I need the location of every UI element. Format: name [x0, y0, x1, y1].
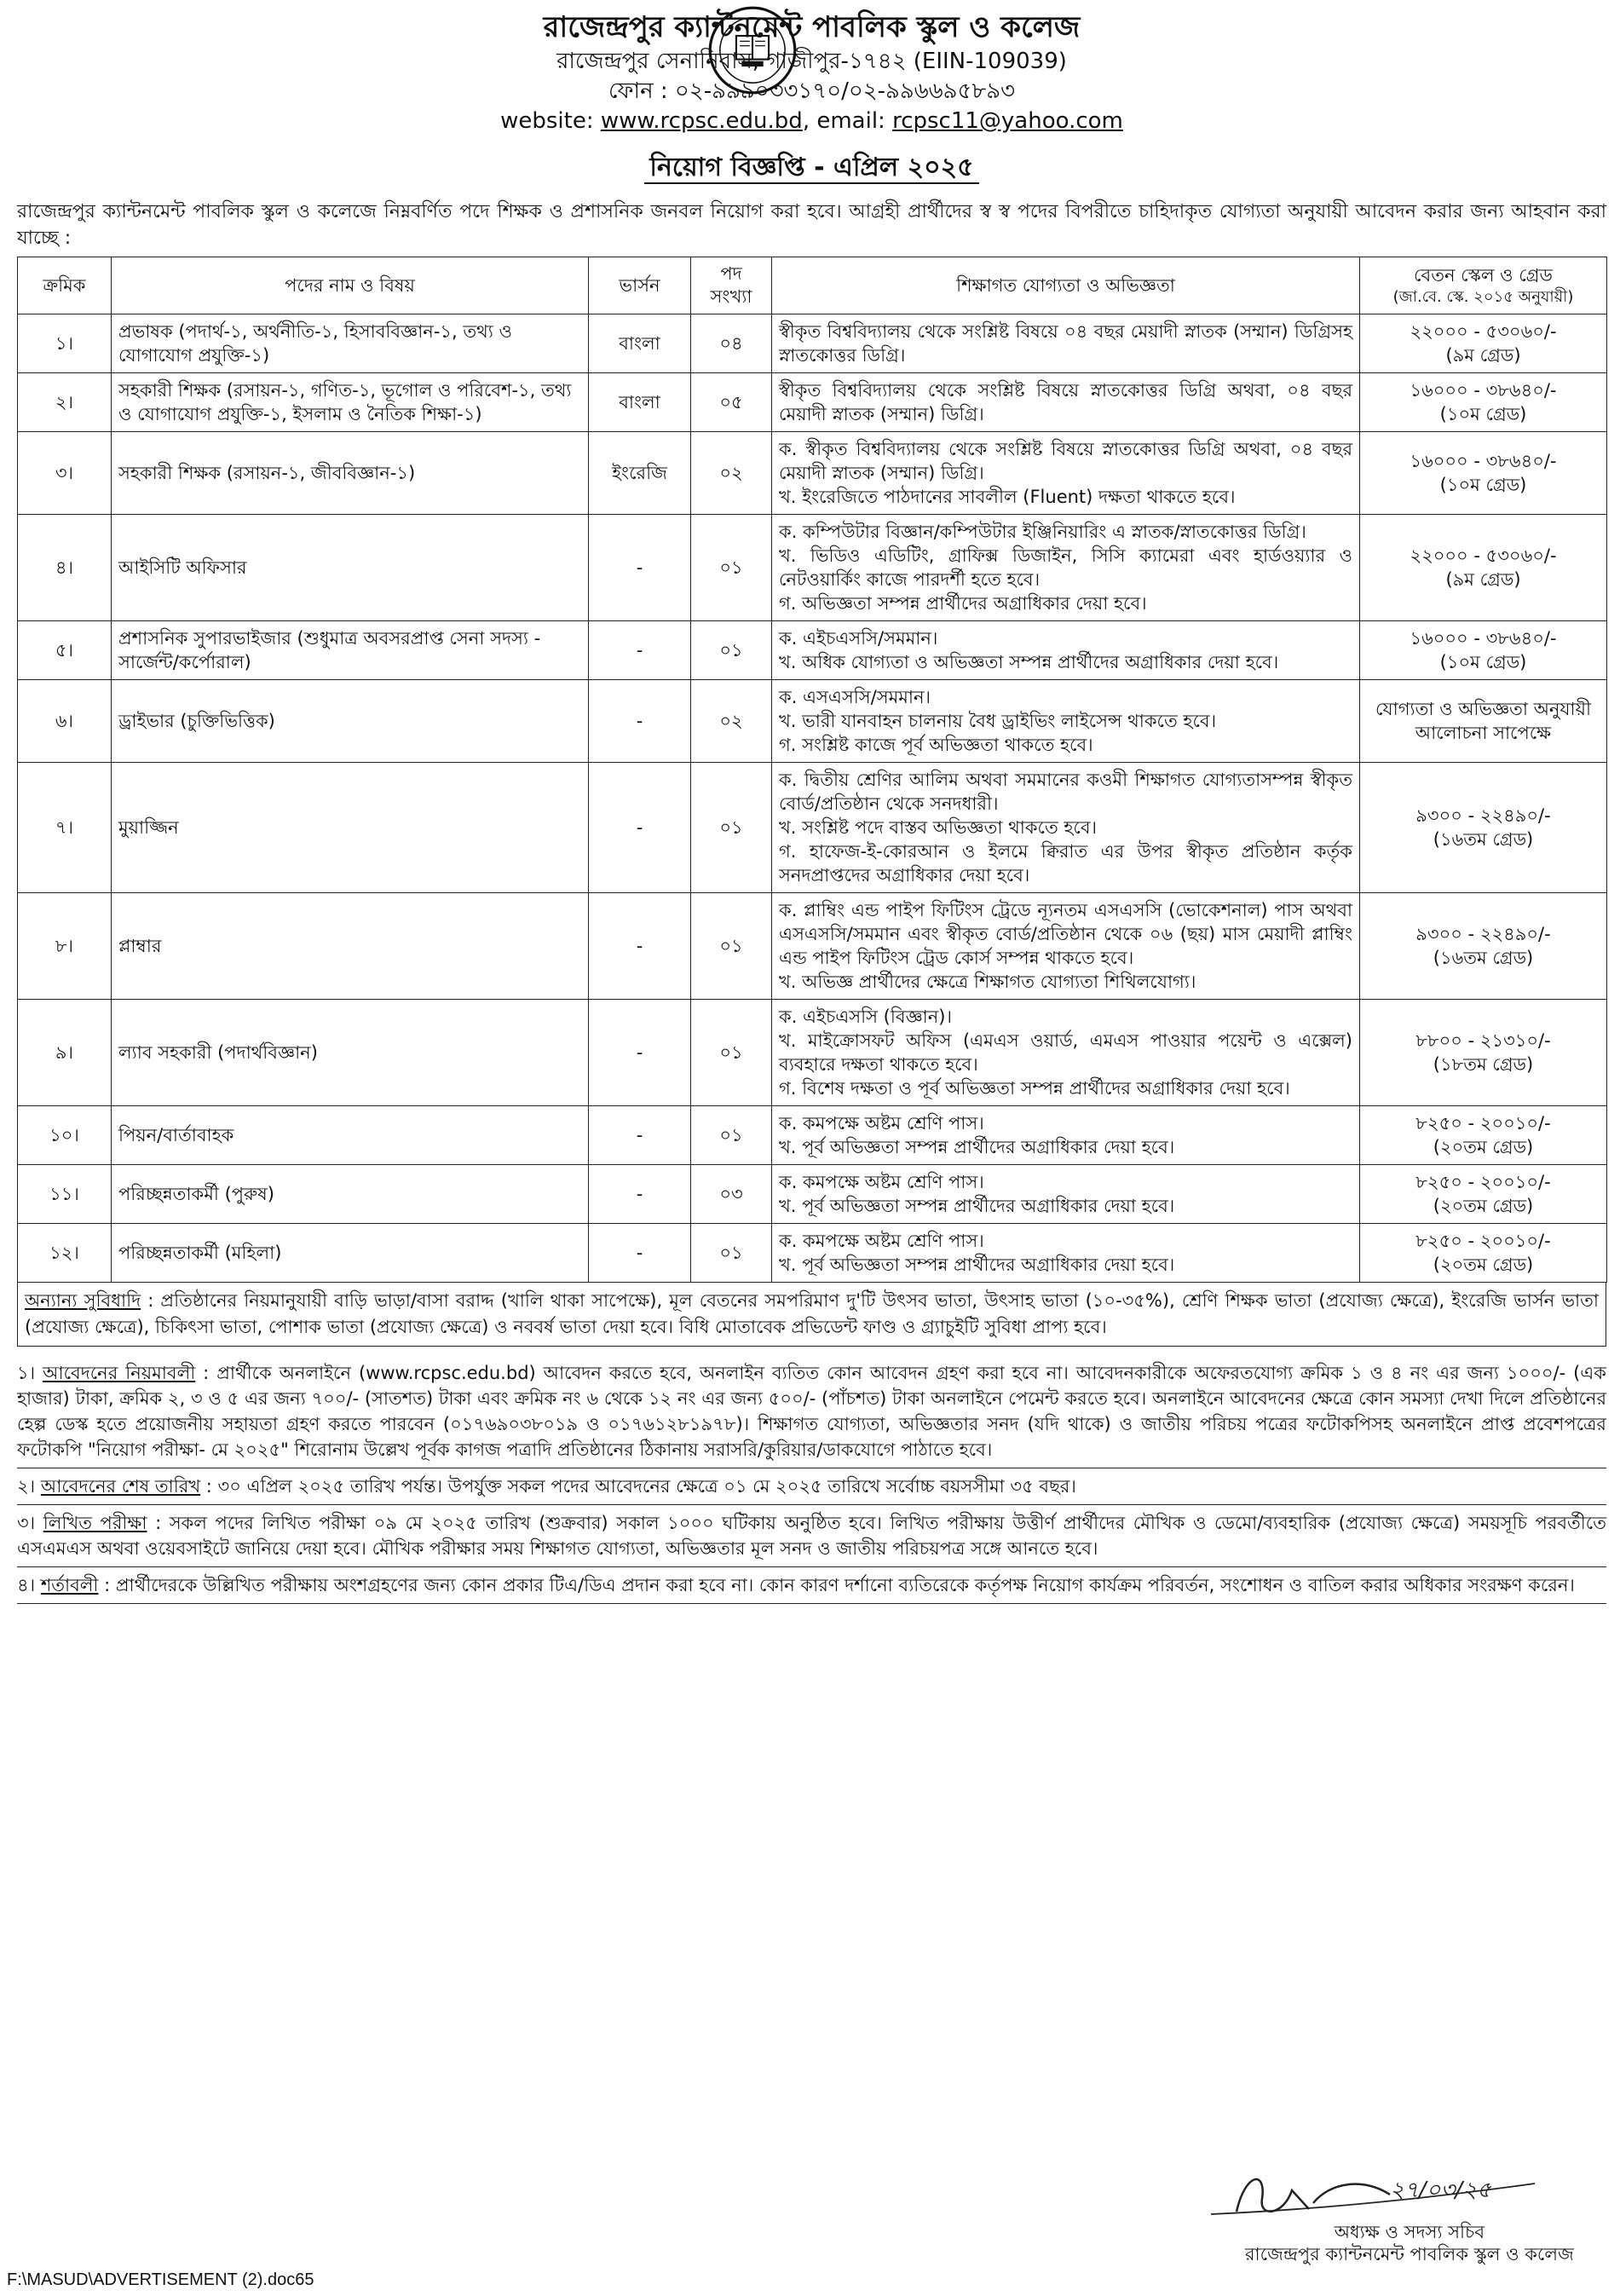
col-post: পদের নাম ও বিষয় [112, 257, 589, 314]
website-link[interactable]: www.rcpsc.edu.bd [600, 108, 803, 134]
qualification-line: ক. কম্পিউটার বিজ্ঞান/কম্পিউটার ইঞ্জিনিয়ারিং এ স্নাতক/স্নাতকোত্তর ডিগ্রি। [779, 522, 1306, 542]
qualification-line: ক. কমপক্ষে অষ্টম শ্রেণি পাস। [779, 1113, 984, 1134]
salary-grade: (১০ম গ্রেড) [1439, 475, 1527, 495]
qualification-line: খ. সংশ্লিষ্ট পদে বাস্তব অভিজ্ঞতা থাকতে হবে। [779, 817, 1098, 838]
table-row [18, 1000, 1607, 1106]
col-version: ভার্সন [589, 257, 691, 314]
table-row [18, 373, 1607, 432]
term-text: : সকল পদের লিখিত পরীক্ষা ০৯ মে ২০২৫ তারিখ (শুক্রবার) সকাল ১০০০ ঘটিকায় অনুষ্ঠিত হবে। লিখিত পরীক্ষায় উত্তীর্ণ প্রার্থীদের মৌখিক ও ডেমো/ব্যবহারিক (প্রযোজ্য ক্ষেত্রে) সময়সূচি পরবর্তীতে এসএমএস অথবা ওয়েবসাইটে জানিয়ে দেয়া হবে। মৌখিক পরীক্ষার সময় শিক্ষাগত যোগ্যতা, অভিজ্ঞতার মূল সনদ ও জাতীয় পরিচয়পত্র সঙ্গে আনতে হবে। [17, 1513, 1606, 1559]
row-qualification [772, 1106, 1360, 1165]
table-row [18, 432, 1607, 515]
row-serial: ১। [18, 314, 112, 373]
row-qualification [772, 621, 1360, 680]
benefits-section [17, 1283, 1606, 1347]
designation-institution: রাজেন্দ্রপুর ক্যান্টনমেন্ট পাবলিক স্কুল ও কলেজ [1245, 2244, 1574, 2264]
table-row [18, 1165, 1607, 1224]
term-number: ৪। [17, 1575, 36, 1595]
row-version: বাংলা [589, 373, 691, 432]
row-count: ০১ [691, 763, 772, 893]
salary-scale: ১৬০০০ - ৩৮৬৪০/- [1410, 628, 1557, 649]
term-item [17, 1567, 1606, 1604]
signature-block [1109, 2165, 1574, 2264]
qualification-line: খ. পূর্ব অভিজ্ঞতা সম্পন্ন প্রার্থীদের অগ্রাধিকার দেয়া হবে। [779, 1196, 1175, 1216]
row-qualification [772, 1224, 1360, 1283]
salary-grade: (১০ম গ্রেড) [1439, 652, 1527, 672]
salary-scale: ১৬০০০ - ৩৮৬৪০/- [1410, 380, 1557, 401]
row-version: - [589, 763, 691, 893]
term-text: : ৩০ এপ্রিল ২০২৫ তারিখ পর্যন্ত। উপর্যুক্ত সকল পদের আবেদনের ক্ষেত্রে ০১ মে ২০২৫ তারিখে সর্বোচ্চ বয়সসীমা ৩৫ বছর। [200, 1476, 1076, 1497]
row-version: - [589, 1000, 691, 1106]
file-path-footer: F:\MASUD\ADVERTISEMENT (2).doc65 [7, 2270, 314, 2289]
term-label: শর্তাবলী [40, 1575, 99, 1595]
qualification-line: ক. কমপক্ষে অষ্টম শ্রেণি পাস। [779, 1231, 984, 1251]
row-count: ০৪ [691, 314, 772, 373]
col-serial: ক্রমিক [18, 257, 112, 314]
table-row [18, 1224, 1607, 1283]
qualification-line: ক. দ্বিতীয় শ্রেণির আলিম অথবা সমমানের কওমী শিক্ষাগত যোগ্যতাসম্পন্ন স্বীকৃত বোর্ড/প্রতিষ্ঠান থেকে সনদধারী। [779, 770, 1352, 814]
row-salary [1360, 1106, 1607, 1165]
row-post: প্রভাষক (পদার্থ-১, অর্থনীতি-১, হিসাববিজ্ঞান-১, তথ্য ও যোগাযোগ প্রযুক্তি-১) [112, 314, 589, 373]
row-version: - [589, 1165, 691, 1224]
salary-grade: (৯ম গ্রেড) [1445, 569, 1521, 590]
row-serial: ১২। [18, 1224, 112, 1283]
term-item [17, 1355, 1606, 1468]
qualification-line: গ. সংশ্লিষ্ট কাজে পূর্ব অভিজ্ঞতা থাকতে হবে। [779, 735, 1093, 755]
row-serial: ৮। [18, 893, 112, 1000]
row-version: - [589, 1106, 691, 1165]
qualification-line: ক. স্বীকৃত বিশ্ববিদ্যালয় থেকে সংশ্লিষ্ট বিষয়ে স্নাতকোত্তর ডিগ্রি অথবা, ০৪ বছর মেয়াদী স্নাতক (সম্মান) ডিগ্রি। [779, 439, 1352, 483]
qualification-line: খ. অধিক যোগ্যতা ও অভিজ্ঞতা সম্পন্ন প্রার্থীদের অগ্রাধিকার দেয়া হবে। [779, 652, 1279, 672]
salary-grade: (১৮তম গ্রেড) [1433, 1054, 1534, 1075]
row-serial: ৬। [18, 680, 112, 763]
qualification-line: খ. পূর্ব অভিজ্ঞতা সম্পন্ন প্রার্থীদের অগ্রাধিকার দেয়া হবে। [779, 1137, 1175, 1157]
qualification-line: খ. অভিজ্ঞ প্রার্থীদের ক্ষেত্রে শিক্ষাগত যোগ্যতা শিথিলযোগ্য। [779, 972, 1196, 992]
notice-page [17, 0, 1606, 1604]
row-count: ০৫ [691, 373, 772, 432]
row-version: - [589, 1224, 691, 1283]
terms-section [17, 1355, 1606, 1604]
notice-title: নিয়োগ বিজ্ঞপ্তি - এপ্রিল ২০২৫ [644, 153, 978, 184]
salary-scale: ২২০০০ - ৫৩০৬০/- [1410, 321, 1557, 342]
row-serial: ৪। [18, 515, 112, 621]
row-serial: ২। [18, 373, 112, 432]
salary-scale: ২২০০০ - ৫৩০৬০/- [1410, 545, 1557, 566]
row-serial: ৩। [18, 432, 112, 515]
col-salary [1360, 257, 1607, 314]
row-post: প্লাম্বার [112, 893, 589, 1000]
row-post: সহকারী শিক্ষক (রসায়ন-১, গণিত-১, ভূগোল ও পরিবেশ-১, তথ্য ও যোগাযোগ প্রযুক্তি-১, ইসলাম ও নৈতিক শিক্ষা-১) [112, 373, 589, 432]
row-post: পরিচ্ছন্নতাকর্মী (মহিলা) [112, 1224, 589, 1283]
row-qualification [772, 1000, 1360, 1106]
qualification-line: খ. মাইক্রোসফট অফিস (এমএস ওয়ার্ড, এমএস পাওয়ার পয়েন্ট ও এক্সেল) ব্যবহারে দক্ষতা থাকতে হবে। [779, 1030, 1352, 1075]
row-serial: ৫। [18, 621, 112, 680]
row-version: - [589, 680, 691, 763]
row-salary [1360, 1000, 1607, 1106]
row-qualification [772, 314, 1360, 373]
qualification-line: গ. হাফেজ-ই-কোরআন ও ইলমে ক্বিরাত এর উপর স্বীকৃত প্রতিষ্ঠান কর্তৃক সনদপ্রাপ্তদের অগ্রাধিকার দেয়া হবে। [779, 841, 1352, 886]
qualification-line: ক. কমপক্ষে অষ্টম শ্রেণি পাস। [779, 1172, 984, 1192]
signatory-designation [1245, 2221, 1574, 2265]
email-label: , email: [802, 108, 885, 134]
qualification-line: গ. অভিজ্ঞতা সম্পন্ন প্রার্থীদের অগ্রাধিকার দেয়া হবে। [779, 593, 1147, 614]
row-serial: ১১। [18, 1165, 112, 1224]
notice-title-wrap [17, 147, 1606, 190]
term-text: : প্রার্থীদেরকে উল্লিখিত পরীক্ষায় অংশগ্রহণের জন্য কোন প্রকার টিএ/ডিএ প্রদান করা হবে না। কোন কারণ দর্শানো ব্যতিরেকে কর্তৃপক্ষ নিয়োগ কার্যক্রম পরিবর্তন, সংশোধন ও বাতিল করার অধিকার সংরক্ষণ করেন। [98, 1575, 1575, 1595]
vacancy-table [17, 257, 1607, 1283]
row-qualification [772, 680, 1360, 763]
table-body [18, 314, 1607, 1283]
salary-grade: (১৬তম গ্রেড) [1433, 948, 1534, 968]
qualification-line: খ. ইংরেজিতে পাঠদানের সাবলীল (Fluent) দক্ষতা থাকতে হবে। [779, 487, 1236, 507]
row-count: ০৩ [691, 1165, 772, 1224]
table-row [18, 1106, 1607, 1165]
row-salary [1360, 1224, 1607, 1283]
school-name: রাজেন্দ্রপুর ক্যান্টনমেন্ট পাবলিক স্কুল ও কলেজ [543, 10, 1081, 44]
row-qualification [772, 432, 1360, 515]
salary-scale: ৮২৫০ - ২০০১০/- [1415, 1172, 1551, 1192]
row-post: ড্রাইভার (চুক্তিভিত্তিক) [112, 680, 589, 763]
school-address: রাজেন্দ্রপুর সেনানিবাস, গাজীপুর-১৭৪২ (EIIN-109039) [556, 49, 1067, 74]
salary-grade: (৯ম গ্রেড) [1445, 345, 1521, 366]
row-count: ০১ [691, 1106, 772, 1165]
salary-scale: যোগ্যতা ও অভিজ্ঞতা অনুযায়ী আলোচনা সাপেক্ষে [1375, 699, 1591, 743]
letterhead [17, 0, 1606, 143]
row-count: ০১ [691, 1000, 772, 1106]
table-row [18, 763, 1607, 893]
term-number: ১। [17, 1363, 36, 1383]
row-count: ০১ [691, 893, 772, 1000]
salary-scale: ৯৩০০ - ২২৪৯০/- [1415, 924, 1551, 944]
salary-grade: (১৬তম গ্রেড) [1433, 829, 1534, 850]
term-label: লিখিত পরীক্ষা [43, 1513, 147, 1533]
signature-date: ২৭/০৩/২৫ [1390, 2178, 1491, 2203]
col-salary-note: (জা.বে. স্কে. ২০১৫ অনুযায়ী) [1392, 287, 1574, 306]
salary-scale: ১৬০০০ - ৩৮৬৪০/- [1410, 451, 1557, 471]
col-count: পদ সংখ্যা [691, 257, 772, 314]
qualification-line: ক. এসএসসি/সমমান। [779, 687, 931, 707]
row-salary [1360, 314, 1607, 373]
row-version: বাংলা [589, 314, 691, 373]
row-count: ০১ [691, 1224, 772, 1283]
school-phone: ফোন : ০২-৯৯৯০৩৩১৭০/০২-৯৯৬৬৯৫৮৯৩ [608, 78, 1015, 104]
qualification-line: খ. ভারী যানবাহন চালনায় বৈধ ড্রাইভিং লাইসেন্স থাকতে হবে। [779, 711, 1217, 731]
row-count: ০২ [691, 432, 772, 515]
row-count: ০১ [691, 515, 772, 621]
row-qualification [772, 373, 1360, 432]
email-link[interactable]: rcpsc11@yahoo.com [892, 108, 1123, 134]
qualification-line: খ. ভিডিও এডিটিং, গ্রাফিক্স ডিজাইন, সিসি ক্যামেরা এবং হার্ডওয়্যার ও নেটওয়ার্কিং কাজে পারদর্শী হতে হবে। [779, 545, 1352, 590]
row-post: আইসিটি অফিসার [112, 515, 589, 621]
term-number: ২। [17, 1476, 36, 1497]
row-serial: ৯। [18, 1000, 112, 1106]
term-item [17, 1505, 1606, 1567]
row-version: - [589, 893, 691, 1000]
salary-scale: ৮২৫০ - ২০০১০/- [1415, 1113, 1551, 1134]
col-qualification: শিক্ষাগত যোগ্যতা ও অভিজ্ঞতা [772, 257, 1360, 314]
row-salary [1360, 763, 1607, 893]
row-version: - [589, 515, 691, 621]
qualification-line: ক. প্লাম্বিং এন্ড পাইপ ফিটিংস ট্রেডে ন্যূনতম এসএসসি (ভোকেশনাল) পাস অথবা এসএসসি/সমমান এবং স্বীকৃত বোর্ড/প্রতিষ্ঠান থেকে ০৬ (ছয়) মাস মেয়াদী প্লাম্বিং এন্ড পাইপ ফিটিংস ট্রেড কোর্স সম্পন্ন থাকতে হবে। [779, 900, 1352, 968]
salary-grade: (২০তম গ্রেড) [1433, 1255, 1534, 1275]
table-row [18, 621, 1607, 680]
row-version: ইংরেজি [589, 432, 691, 515]
benefits-label: অন্যান্য সুবিধাদি [25, 1290, 141, 1311]
row-qualification [772, 763, 1360, 893]
table-row [18, 515, 1607, 621]
table-row [18, 893, 1607, 1000]
salary-grade: (১০ম গ্রেড) [1439, 404, 1527, 424]
row-salary [1360, 515, 1607, 621]
term-text: : প্রার্থীকে অনলাইনে (www.rcpsc.edu.bd) আবেদন করতে হবে, অনলাইন ব্যতিত কোন আবেদন গ্রহণ করা হবে না। আবেদনকারীকে অফেরতযোগ্য ক্রমিক ১ ও ৪ নং এর জন্য ১০০০/- (এক হাজার) টাকা, ক্রমিক ২, ৩ ও ৫ এর জন্য ৭০০/- (সাতশত) টাকা এবং ক্রমিক নং ৬ থেকে ১২ নং এর জন্য ৫০০/- (পাঁচশত) টাকা অনলাইনে পেমেন্ট করতে হবে। অনলাইনে আবেদনের ক্ষেত্রে কোন সমস্যা দেখা দিলে প্রতিষ্ঠানের হেল্প ডেস্ক হতে প্রয়োজনীয় সহায়তা গ্রহণ করতে পারবেন (০১৭৬৯০৩৮০১৯ ও ০১৭৬১২৮১৯৭৮)। শিক্ষাগত যোগ্যতা, অভিজ্ঞতার সনদ (যদি থাকে) ও জাতীয় পরিচয় পত্রের ফটোকপিসহ অনলাইনে প্রাপ্ত প্রবেশপত্রের ফটোকপি "নিয়োগ পরীক্ষা- মে ২০২৫" শিরোনাম উল্লেখ পূর্বক কাগজ পত্রাদি প্রতিষ্ঠানের ঠিকানায় সরাসরি/কুরিয়ার/ডাকযোগে পাঠাতে হবে। [17, 1363, 1606, 1460]
salary-grade: (২০তম গ্রেড) [1433, 1137, 1534, 1157]
qualification-line: ক. এইচএসসি/সমমান। [779, 628, 938, 649]
row-count: ০১ [691, 621, 772, 680]
row-post: ল্যাব সহকারী (পদার্থবিজ্ঞান) [112, 1000, 589, 1106]
designation-title: অধ্যক্ষ ও সদস্য সচিব [1334, 2222, 1485, 2242]
row-post: মুয়াজ্জিন [112, 763, 589, 893]
row-qualification [772, 515, 1360, 621]
term-label: আবেদনের শেষ তারিখ [40, 1476, 201, 1497]
qualification-line: খ. পূর্ব অভিজ্ঞতা সম্পন্ন প্রার্থীদের অগ্রাধিকার দেয়া হবে। [779, 1255, 1175, 1275]
col-salary-title: বেতন স্কেল ও গ্রেড [1414, 264, 1553, 286]
row-version: - [589, 621, 691, 680]
row-salary [1360, 373, 1607, 432]
row-salary [1360, 1165, 1607, 1224]
row-post: পিয়ন/বার্তাবাহক [112, 1106, 589, 1165]
term-item [17, 1468, 1606, 1505]
row-serial: ১০। [18, 1106, 112, 1165]
row-qualification [772, 893, 1360, 1000]
qualification-line: ক. এইচএসসি (বিজ্ঞান)। [779, 1007, 952, 1027]
row-serial: ৭। [18, 763, 112, 893]
table-row [18, 314, 1607, 373]
row-post: পরিচ্ছন্নতাকর্মী (পুরুষ) [112, 1165, 589, 1224]
row-salary [1360, 680, 1607, 763]
row-salary [1360, 893, 1607, 1000]
row-post: প্রশাসনিক সুপারভাইজার (শুধুমাত্র অবসরপ্রাপ্ত সেনা সদস্য - সার্জেন্ট/কর্পোরাল) [112, 621, 589, 680]
row-salary [1360, 432, 1607, 515]
signature-scribble [1109, 2165, 1552, 2224]
qualification-line: স্বীকৃত বিশ্ববিদ্যালয় থেকে সংশ্লিষ্ট বিষয়ে স্নাতকোত্তর ডিগ্রি অথবা, ০৪ বছর মেয়াদী স্নাতক (সম্মান) ডিগ্রি। [779, 380, 1352, 424]
benefits-text: : প্রতিষ্ঠানের নিয়মানুযায়ী বাড়ি ভাড়া/বাসা বরাদ্দ (খালি থাকা সাপেক্ষে), মূল বেতনের সমপরিমাণ দু'টি উৎসব ভাতা, উৎসাহ ভাতা (১০-৩৫%), শ্রেণি শিক্ষক ভাতা (প্রযোজ্য ক্ষেত্রে), ইংরেজি ভার্সন ভাতা (প্রযোজ্য ক্ষেত্রে), চিকিৎসা ভাতা, পোশাক ভাতা (প্রযোজ্য ক্ষেত্রে) ও নববর্ষ ভাতা দেয়া হবে। বিধি মোতাবেক প্রভিডেন্ট ফাণ্ড ও গ্র্যাচুইটি সুবিধা প্রাপ্য হবে। [25, 1290, 1599, 1337]
intro-paragraph: রাজেন্দ্রপুর ক্যান্টনমেন্ট পাবলিক স্কুল ও কলেজে নিম্নবর্ণিত পদে শিক্ষক ও প্রশাসনিক জনবল নিয়োগ করা হবে। আগ্রহী প্রার্থীদের স্ব স্ব পদের বিপরীতে চাহিদাকৃত যোগ্যতা অনুযায়ী আবেদন করার জন্য আহবান করা যাচ্ছে : [17, 201, 1606, 249]
qualification-line: গ. বিশেষ দক্ষতা ও পূর্ব অভিজ্ঞতা সম্পন্ন প্রার্থীদের অগ্রাধিকার দেয়া হবে। [779, 1078, 1290, 1099]
salary-grade: (২০তম গ্রেড) [1433, 1196, 1534, 1216]
salary-scale: ৯৩০০ - ২২৪৯০/- [1415, 805, 1551, 826]
salary-scale: ৮২৫০ - ২০০১০/- [1415, 1231, 1551, 1251]
row-post: সহকারী শিক্ষক (রসায়ন-১, জীববিজ্ঞান-১) [112, 432, 589, 515]
contact-line [17, 106, 1606, 136]
row-salary [1360, 621, 1607, 680]
row-count: ০২ [691, 680, 772, 763]
table-header-row [18, 257, 1607, 314]
term-label: আবেদনের নিয়মাবলী [43, 1363, 196, 1383]
website-label: website: [500, 108, 594, 134]
salary-scale: ৮৮০০ - ২১৩১০/- [1415, 1030, 1551, 1051]
qualification-line: স্বীকৃত বিশ্ববিদ্যালয় থেকে সংশ্লিষ্ট বিষয়ে ০৪ বছর মেয়াদী স্নাতক (সম্মান) ডিগ্রিসহ স্নাতকোত্তর ডিগ্রি। [779, 321, 1352, 366]
table-row [18, 680, 1607, 763]
term-number: ৩। [17, 1513, 36, 1533]
row-qualification [772, 1165, 1360, 1224]
